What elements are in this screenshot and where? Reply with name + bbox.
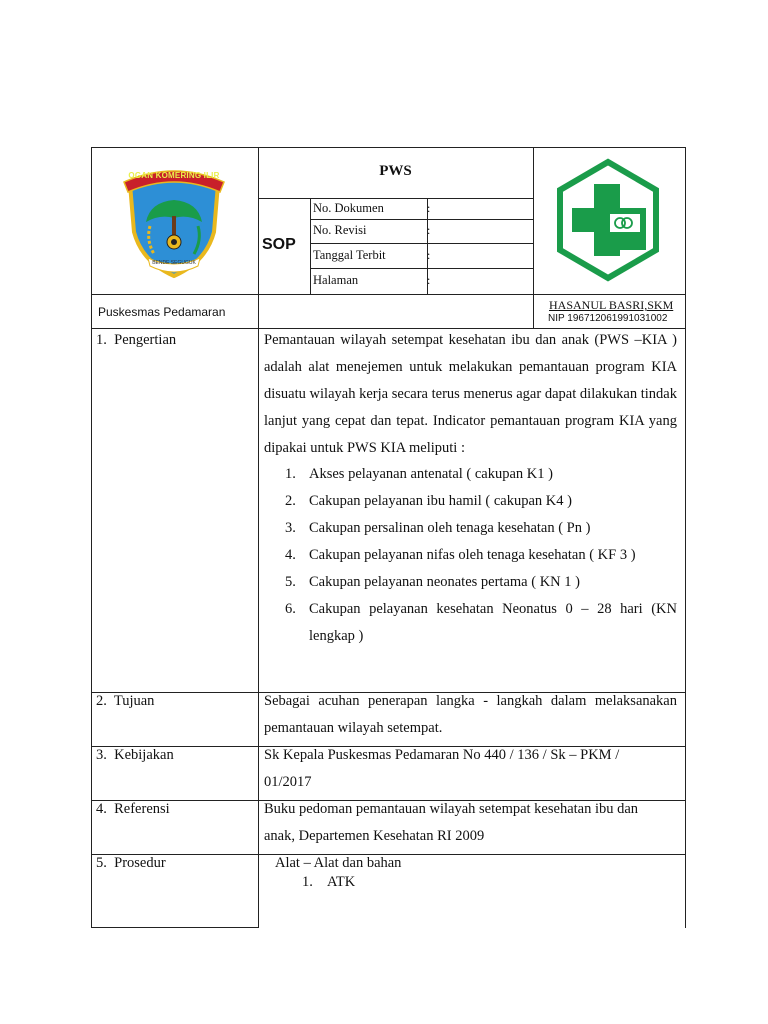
meta-value-no-revisi: : [427, 223, 431, 237]
list-item: 1. Akses pelayanan antenatal ( cakupan K1 ) [285, 466, 553, 482]
signer-name: HASANUL BASRI,SKM [549, 298, 674, 312]
tujuan-text: Sebagai acuhan penerapan langka - langkah dalam melaksanakan pemantauan wilayah setempat. [264, 693, 677, 736]
section-label-pengertian: 1. Pengertian [96, 332, 177, 348]
meta-label-no-dokumen: No. Dokumen [313, 201, 384, 215]
section-label-prosedur: 5. Prosedur [96, 855, 166, 871]
referensi-text: Buku pedoman pemantauan wilayah setempat kesehatan ibu dan anak, Departemen Kesehatan RI 2009 [264, 801, 639, 844]
meta-label-halaman: Halaman [313, 273, 359, 287]
meta-label-tanggal-terbit: Tanggal Terbit [313, 248, 386, 262]
indicator-list [285, 461, 677, 650]
prosedur-item-text: ATK [327, 874, 356, 890]
puskesmas-logo [556, 158, 660, 282]
list-item: 4. Cakupan pelayanan nifas oleh tenaga kesehatan ( KF 3 ) [285, 547, 636, 563]
list-item: 3. Cakupan persalinan oleh tenaga kesehatan ( Pn ) [285, 520, 591, 536]
crest-bottom-text: BENDE SEGUGUK [152, 260, 196, 266]
section-label-kebijakan: 3. Kebijakan [96, 747, 174, 763]
meta-value-no-dokumen: : [427, 201, 431, 215]
institution-name: Puskesmas Pedamaran [98, 305, 226, 319]
kebijakan-text: Sk Kepala Puskesmas Pedamaran No 440 / 136 / Sk – PKM / 01/2017 [264, 747, 620, 790]
sop-label: SOP [262, 236, 296, 253]
list-item: 5. Cakupan pelayanan neonates pertama ( KN 1 ) [285, 574, 580, 590]
section-label-referensi: 4. Referensi [96, 801, 170, 817]
crest-top-text: OGAN KOMERING ILIR [128, 171, 220, 180]
meta-value-tanggal-terbit: : [427, 248, 431, 262]
meta-value-halaman: : [427, 273, 431, 287]
section-label-tujuan: 2. Tujuan [96, 693, 155, 709]
list-item: 2. Cakupan pelayanan ibu hamil ( cakupan K4 ) [285, 493, 572, 509]
signer-nip: NIP 196712061991031002 [548, 313, 668, 324]
meta-label-no-revisi: No. Revisi [313, 223, 367, 237]
document-title: PWS [379, 163, 412, 179]
prosedur-heading: Alat – Alat dan bahan [275, 855, 402, 871]
list-item: 6. Cakupan pelayanan kesehatan Neonatus 0 – 28 hari (KN lengkap ) [285, 601, 677, 644]
prosedur-item-number: 1. [302, 874, 313, 890]
pengertian-paragraph: Pemantauan wilayah setempat kesehatan ibu dan anak (PWS –KIA ) adalah alat menejemen untuk melakukan pemantauan program KIA disuatu wilayah kerja secara terus menerus agar dapat dilakukan tindak lanjut yang cepat dan tepat. Indicator pemantauan program KIA yang dipakai untuk PWS KIA meliputi : [264, 332, 677, 456]
